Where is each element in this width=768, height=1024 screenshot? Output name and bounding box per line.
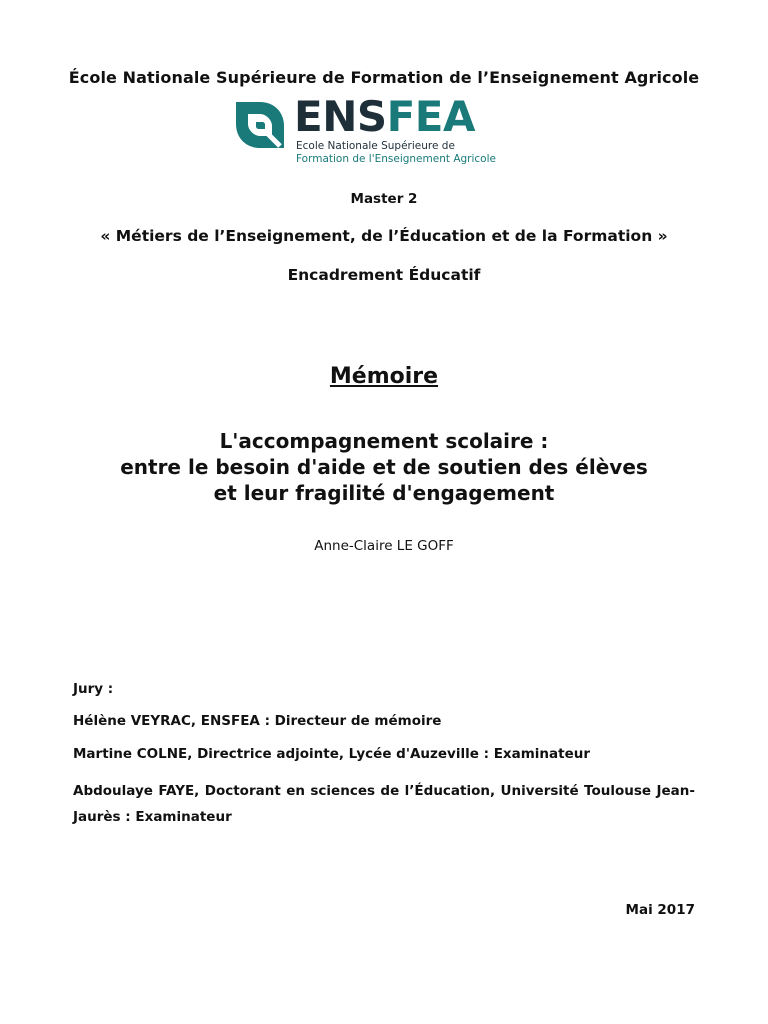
- program-name: « Métiers de l’Enseignement, de l’Éducation et de la Formation »: [100, 227, 668, 245]
- thesis-title: [0, 428, 768, 506]
- ensfea-logo: [232, 92, 512, 170]
- author-name: Anne-Claire LE GOFF: [314, 538, 454, 554]
- thesis-title-line: L'accompagnement scolaire :: [219, 429, 549, 453]
- logo-subtitle-line2: Formation de l'Enseignement Agricole: [296, 153, 496, 165]
- thesis-title-line: et leur fragilité d'engagement: [213, 481, 555, 505]
- jury-member: Martine COLNE, Directrice adjointe, Lycée d'Auzeville : Examinateur: [73, 746, 591, 762]
- logo-word-part1: ENS: [294, 92, 387, 141]
- ensfea-leaf-icon: [234, 100, 286, 150]
- program-specialty: Encadrement Éducatif: [287, 266, 481, 284]
- logo-wordmark: [294, 92, 475, 142]
- jury-member: Hélène VEYRAC, ENSFEA : Directeur de mémoire: [73, 713, 442, 729]
- document-type: Mémoire: [329, 364, 439, 389]
- program-level: Master 2: [350, 191, 418, 207]
- logo-word-part2: FEA: [386, 92, 475, 141]
- jury-label: Jury :: [73, 681, 114, 697]
- logo-subtitle-line1: Ecole Nationale Supérieure de: [296, 140, 455, 152]
- submission-date: Mai 2017: [625, 902, 695, 918]
- jury-member: Abdoulaye FAYE, Doctorant en sciences de l’Éducation, Université Toulouse Jean-Jaurès : Examinateur: [73, 783, 695, 825]
- school-name: École Nationale Supérieure de Formation de l’Enseignement Agricole: [68, 68, 700, 87]
- thesis-title-line: entre le besoin d'aide et de soutien des élèves: [120, 455, 648, 479]
